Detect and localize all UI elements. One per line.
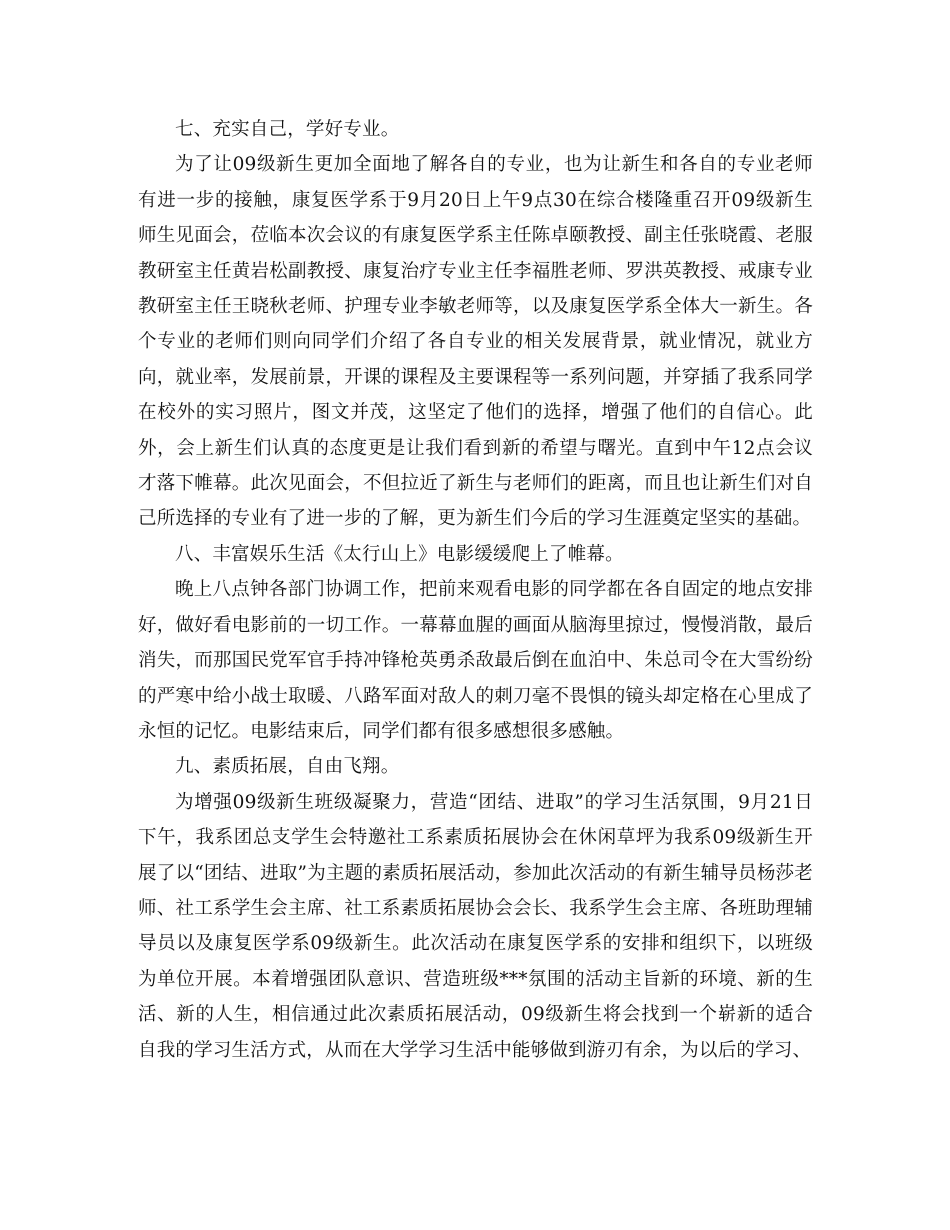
paragraph-meeting: 为了让09级新生更加全面地了解各自的专业，也为让新生和各自的专业老师有进一步的接触，康复医学系于9月20日上午9点30在综合楼隆重召开09级新生师生见面会，莅临本次会议的有康复医学系主任陈卓颐教授、副主任张晓霞、老服教研室主任黄岩松副教授、康复治疗专业主任李福胜老师、罗洪英教授、戒康专业教研室主任王晓秋老师、护理专业李敏老师等，以及康复医学系全体大一新生。各个专业的老师们则向同学们介绍了各自专业的相关发展背景，就业情况，就业方向，就业率，发展前景，开课的课程及主要课程等一系列问题，并穿插了我系同学在校外的实习照片，图文并茂，这坚定了他们的选择，增强了他们的自信心。此外，会上新生们认真的态度更是让我们看到新的希望与曙光。直到中午12点会议才落下帷幕。此次见面会，不但拉近了新生与老师们的距离，而且也让新生们对自己所选择的专业有了进一步的了解，更为新生们今后的学习生涯奠定坚实的基础。 [138,154,813,530]
section-heading-9: 九、素质拓展，自由飞翔。 [175,756,400,778]
paragraph-movie: 晚上八点钟各部门协调工作，把前来观看电影的同学都在各自固定的地点安排好，做好看电影前的一切工作。一幕幕血腥的画面从脑海里掠过，慢慢消散，最后消失，而那国民党军官手持冲锋枪英勇杀敌最后倒在血泊中、朱总司令在大雪纷纷的严寒中给小战士取暖、八路军面对敌人的刺刀毫不畏惧的镜头却定格在心里成了永恒的记忆。电影结束后，同学们都有很多感想很多感触。 [138,579,813,742]
section-heading-8: 八、丰富娱乐生活《太行山上》电影缓缓爬上了帷幕。 [175,543,624,565]
paragraph-expansion: 为增强09级新生班级凝聚力，营造“团结、进取”的学习生活氛围，9月21日下午，我系团总支学生会特邀社工系素质拓展协会在休闲草坪为我系09级新生开展了以“团结、进取”为主题的素质拓展活动，参加此次活动的有新生辅导员杨莎老师、社工系学生会主席、社工系素质拓展协会会长、我系学生会主席、各班助理辅导员以及康复医学系09级新生。此次活动在康复医学系的安排和组织下，以班级为单位开展。本着增强团队意识、营造班级***氛围的活动主旨新的环境、新的生活、新的人生，相信通过此次素质拓展活动，09级新生将会找到一个崭新的适合自我的学习生活方式，从而在大学学习生活中能够做到游刃有余，为以后的学习、 [138,791,813,1061]
document-body [138,112,813,1068]
section-heading-7: 七、充实自己，学好专业。 [175,119,400,140]
